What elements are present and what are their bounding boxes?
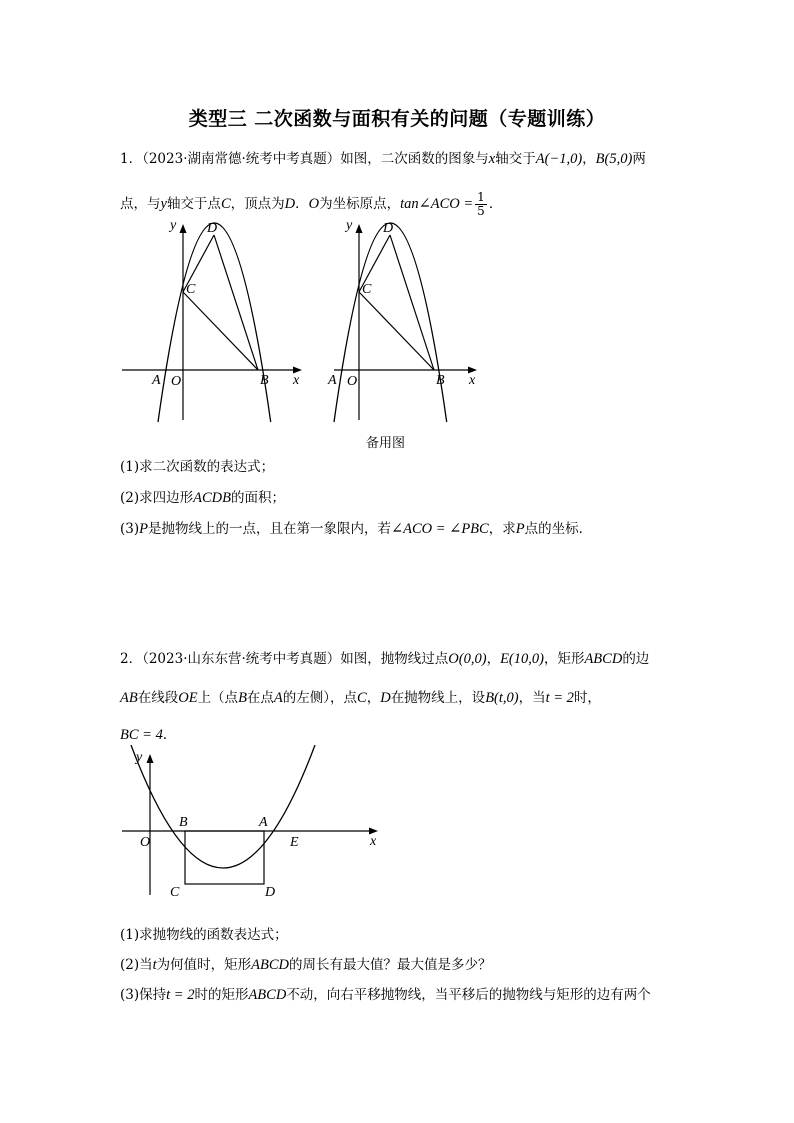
parabola-curve — [334, 223, 447, 422]
q1-text: ， — [582, 151, 596, 167]
q2-t-equation: t = 2 — [545, 690, 574, 706]
q2-var-d: D — [380, 690, 391, 706]
q1-quad-acdb: ACDB — [193, 490, 231, 506]
q2-text: 的周长有最大值？最大值是多少？ — [289, 957, 492, 973]
label-a: A — [328, 373, 337, 388]
q2-text: ， — [366, 690, 381, 706]
q2-text: 时， — [573, 690, 601, 706]
q2-figure — [110, 745, 400, 920]
q1-text: 是抛物线上的一点，且在第一象限内，若 — [147, 521, 391, 537]
segment-cb — [183, 292, 258, 370]
q2-rect-abcd: ABCD — [584, 651, 623, 667]
label-b: B — [436, 373, 445, 388]
segment-db — [214, 235, 258, 370]
q1-source: （2023·湖南常德·统考中考真题） — [142, 151, 341, 167]
q1-point-b: B(5,0) — [595, 151, 633, 167]
label-x: x — [469, 373, 476, 388]
label-o: O — [171, 374, 182, 389]
q1-var-o: O — [308, 196, 320, 212]
label-e: E — [290, 835, 299, 850]
label-d: D — [383, 221, 394, 236]
label-x: x — [370, 834, 377, 849]
q1-main-figure — [122, 218, 302, 422]
q2-point-o: O(0,0) — [448, 651, 487, 667]
q1-var-p: P — [139, 521, 148, 537]
q1-text: 如图，二次函数的图象与 — [340, 151, 489, 167]
label-a: A — [259, 815, 268, 830]
label-d: D — [265, 885, 276, 900]
label-y: y — [346, 218, 353, 233]
label-a: A — [152, 373, 161, 388]
q2-seg-ab: AB — [120, 690, 138, 706]
q2-text: 为何值时，矩形 — [156, 957, 252, 973]
q2-text: (3)保持 — [120, 987, 167, 1003]
q2-var-c: C — [357, 690, 367, 706]
q2-rect-abcd: ABCD — [251, 957, 290, 973]
q1-sub-2 — [120, 489, 285, 507]
q1-text: 两 — [632, 151, 646, 167]
q2-text: ，矩形 — [543, 651, 585, 667]
parabola-curve — [158, 223, 271, 422]
q2-t-equation: t = 2 — [166, 987, 195, 1003]
q1-text: 轴交于 — [495, 151, 536, 167]
q1-text: (3) — [120, 521, 140, 537]
q2-point-bt: B(t,0) — [485, 690, 519, 706]
segment-db — [390, 235, 434, 370]
label-x: x — [293, 373, 300, 388]
q2-var-a: A — [273, 690, 283, 706]
q1-number: 1． — [120, 151, 143, 167]
q2-sub-2 — [120, 956, 492, 974]
label-d: D — [207, 221, 218, 236]
label-o: O — [347, 374, 358, 389]
q2-text: ，当 — [518, 690, 546, 706]
q2-text: (2)当 — [120, 957, 153, 973]
q2-text: 上（点 — [197, 690, 239, 706]
segment-cb — [359, 292, 434, 370]
q1-sub-3 — [120, 520, 592, 538]
q1-text: (2)求四边形 — [120, 490, 194, 506]
q2-text: 不动，向右平移抛物线，当平移后的抛物线与矩形的边有两个 — [286, 987, 651, 1003]
q2-line-3 — [120, 726, 176, 744]
q1-point-a: A(−1,0) — [535, 151, 583, 167]
q2-text: 的边 — [622, 651, 650, 667]
q1-line-1 — [120, 150, 646, 168]
label-y: y — [170, 218, 177, 233]
q1-figures — [110, 212, 490, 430]
q1-text: ． — [488, 196, 503, 212]
q1-text: ． — [295, 196, 309, 212]
q1-var-p: P — [515, 521, 525, 537]
y-axis-arrow — [356, 224, 363, 233]
q2-bc-equation: BC = 4 — [120, 727, 163, 743]
q2-text: 的左侧），点 — [282, 690, 358, 706]
q2-rect-abcd: ABCD — [248, 987, 287, 1003]
q1-text: 轴交于点 — [166, 196, 221, 212]
q2-text: 如图，抛物线过点 — [340, 651, 449, 667]
q2-point-e: E(10,0) — [500, 651, 544, 667]
q2-text: 在抛物线上，设 — [390, 690, 486, 706]
q1-sub-1: (1)求二次函数的表达式； — [120, 459, 275, 475]
q2-seg-oe: OE — [178, 690, 198, 706]
q1-text: ，求 — [488, 521, 516, 537]
y-axis-arrow — [147, 754, 154, 763]
label-b: B — [260, 373, 269, 388]
figure-caption: 备用图 — [366, 436, 406, 451]
page-title: 类型三 二次函数与面积有关的问题（专题训练） — [188, 108, 606, 130]
label-c: C — [170, 885, 180, 900]
q2-sub-1: (1)求抛物线的函数表达式； — [120, 927, 288, 943]
q2-text: 时的矩形 — [194, 987, 249, 1003]
label-c: C — [186, 282, 196, 297]
q1-text: ，顶点为 — [230, 196, 285, 212]
q2-number: 2． — [120, 651, 143, 667]
parabola-curve — [131, 745, 315, 868]
q2-text: 在点 — [246, 690, 274, 706]
label-o: O — [140, 835, 151, 850]
q1-var-y: y — [160, 196, 167, 212]
q2-text: ， — [486, 651, 501, 667]
q1-backup-figure — [327, 218, 477, 422]
q2-var-t: t — [152, 957, 157, 973]
q1-angle-equation: ∠ACO = ∠PBC — [390, 521, 489, 537]
q2-var-b: B — [238, 690, 247, 706]
q1-var-c: C — [220, 196, 231, 212]
q1-text: 的面积； — [230, 490, 285, 506]
q2-sub-3 — [120, 986, 651, 1004]
q1-tan-expression: tan∠ACO = — [400, 196, 474, 212]
fraction-denominator: 5 — [477, 204, 485, 218]
q1-var-d: D — [284, 196, 296, 212]
q1-text: 点的坐标． — [524, 521, 593, 537]
q2-line-1 — [120, 650, 649, 668]
y-axis-arrow — [180, 224, 187, 233]
q1-text: 为坐标原点， — [319, 196, 401, 212]
q2-text: ． — [162, 727, 177, 743]
label-c: C — [362, 282, 372, 297]
label-b: B — [179, 815, 188, 830]
q2-source: （2023·山东东营·统考中考真题） — [142, 651, 341, 667]
q2-text: 在线段 — [137, 690, 179, 706]
q1-text: 点，与 — [120, 196, 161, 212]
q1-var-x: x — [488, 151, 496, 167]
q2-line-2 — [120, 689, 601, 707]
label-y: y — [136, 750, 143, 765]
fraction-numerator: 1 — [477, 190, 485, 204]
